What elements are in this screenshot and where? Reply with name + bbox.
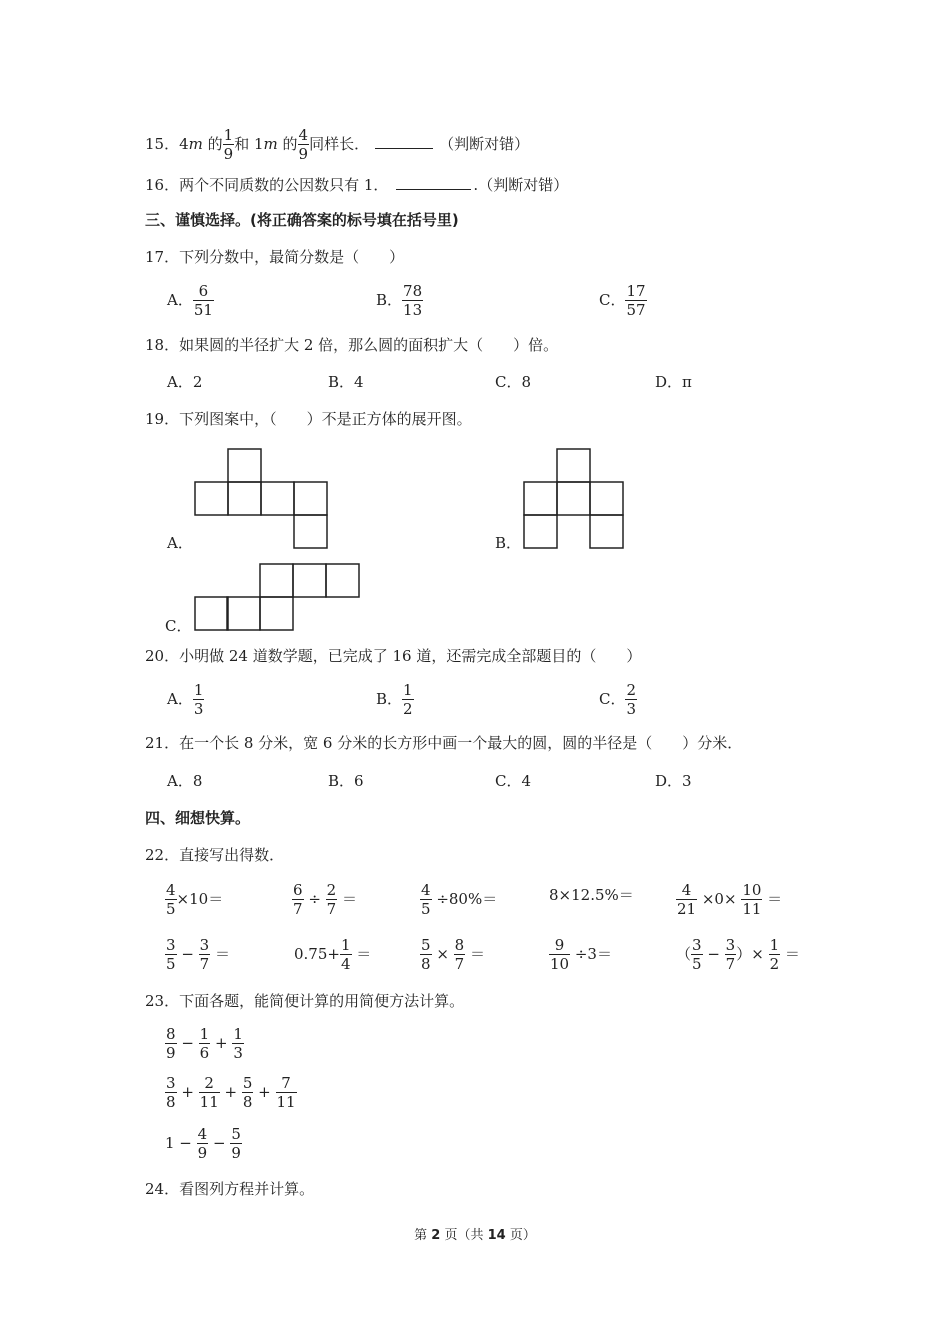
q20-stem: 20．小明做 24 道数学题，已完成了 16 道，还需完成全部题目的（ ）	[145, 647, 642, 665]
q22-expr: $\frac{4}{5}$ ÷80%＝	[421, 881, 498, 918]
q21-option-a[interactable]: A．8	[167, 772, 203, 790]
q21-option-c[interactable]: C．4	[495, 772, 532, 790]
q22-stem: 22．直接写出得数．	[145, 846, 285, 864]
fraction: $\frac{1}{9}$	[223, 126, 234, 163]
q24-stem: 24．看图列方程并计算。	[145, 1180, 315, 1198]
q20-option-b[interactable]: B． $\frac{1}{2}$	[376, 681, 413, 718]
q22-expr: $\frac{4}{5}$ ×10＝	[166, 881, 224, 918]
q22-expr: 8×12.5%＝	[549, 886, 634, 904]
q16: 16．两个不同质数的公因数只有 1． .（判断对错）	[145, 176, 569, 194]
answer-blank[interactable]	[396, 176, 471, 190]
q17-option-b[interactable]: B． $\frac{78}{13}$	[376, 282, 423, 319]
section-4-heading: 四、细想快算。	[145, 809, 251, 827]
q19-option-a-label[interactable]: A．	[167, 534, 193, 552]
answer-blank[interactable]	[375, 135, 433, 149]
cube-net-b[interactable]	[519, 446, 631, 552]
cube-net-a[interactable]	[190, 446, 335, 552]
q18-option-c[interactable]: C．8	[495, 373, 532, 391]
q22-expr: （ $\frac{3}{5}$ − $\frac{3}{7}$ ）× $\frac{1}{2}$ ＝	[676, 936, 800, 973]
q23-expr-1: $\frac{8}{9}$ − $\frac{1}{6}$ + $\frac{1}{3}$	[166, 1025, 243, 1062]
q19-stem: 19．下列图案中，（ ）不是正方体的展开图。	[145, 410, 472, 428]
cube-net-c[interactable]	[190, 560, 366, 636]
q18-stem: 18．如果圆的半径扩大 2 倍，那么圆的面积扩大（ ）倍。	[145, 336, 559, 354]
q23-stem: 23．下面各题，能简便计算的用简便方法计算。	[145, 992, 465, 1010]
section-3-heading: 三、谨慎选择。(将正确答案的标号填在括号里)	[145, 211, 459, 229]
q18-option-a[interactable]: A．2	[167, 373, 203, 391]
q17-option-a[interactable]: A． $\frac{6}{51}$	[167, 282, 213, 319]
fraction: $\frac{4}{9}$	[298, 126, 309, 163]
q22-expr: 0.75+ $\frac{1}{4}$ ＝	[294, 936, 372, 973]
page-footer: 第 2 页（共 14 页）	[414, 1228, 536, 1243]
q22-expr: $\frac{3}{5}$ − $\frac{3}{7}$ ＝	[166, 936, 230, 973]
q23-expr-2: $\frac{3}{8}$ + $\frac{2}{11}$ + $\frac{5}{8}$ + $\frac{7}{11}$	[166, 1074, 296, 1111]
q15: 15．4m 的 $\frac{1}{9}$ 和 1m 的 $\frac{4}{9}$ 同样长． （判断对错）	[145, 126, 530, 163]
q21-option-d[interactable]: D．3	[655, 772, 692, 790]
q18-option-b[interactable]: B．4	[328, 373, 364, 391]
q19-option-c-label[interactable]: C．	[165, 617, 192, 635]
q18-option-d[interactable]: D．π	[655, 373, 692, 391]
q22-expr: $\frac{6}{7}$ ÷ $\frac{2}{7}$ ＝	[293, 881, 357, 918]
q23-expr-3: 1 − $\frac{4}{9}$ − $\frac{5}{9}$	[165, 1125, 241, 1162]
q21-option-b[interactable]: B．6	[328, 772, 364, 790]
q22-expr: $\frac{4}{21}$ ×0× $\frac{10}{11}$ ＝	[677, 881, 783, 918]
q20-option-c[interactable]: C． $\frac{2}{3}$	[599, 681, 637, 718]
q19-option-b-label[interactable]: B．	[495, 534, 522, 552]
q17-option-c[interactable]: C． $\frac{17}{57}$	[599, 282, 646, 319]
q17-stem: 17．下列分数中，最简分数是（ ）	[145, 248, 405, 266]
q20-option-a[interactable]: A． $\frac{1}{3}$	[167, 681, 204, 718]
q21-stem: 21．在一个长 8 分米，宽 6 分米的长方形中画一个最大的圆，圆的半径是（ ）分米．	[145, 734, 743, 752]
q22-expr: $\frac{5}{8}$ × $\frac{8}{7}$ ＝	[421, 936, 485, 973]
q22-expr: $\frac{9}{10}$ ÷3＝	[550, 936, 612, 973]
